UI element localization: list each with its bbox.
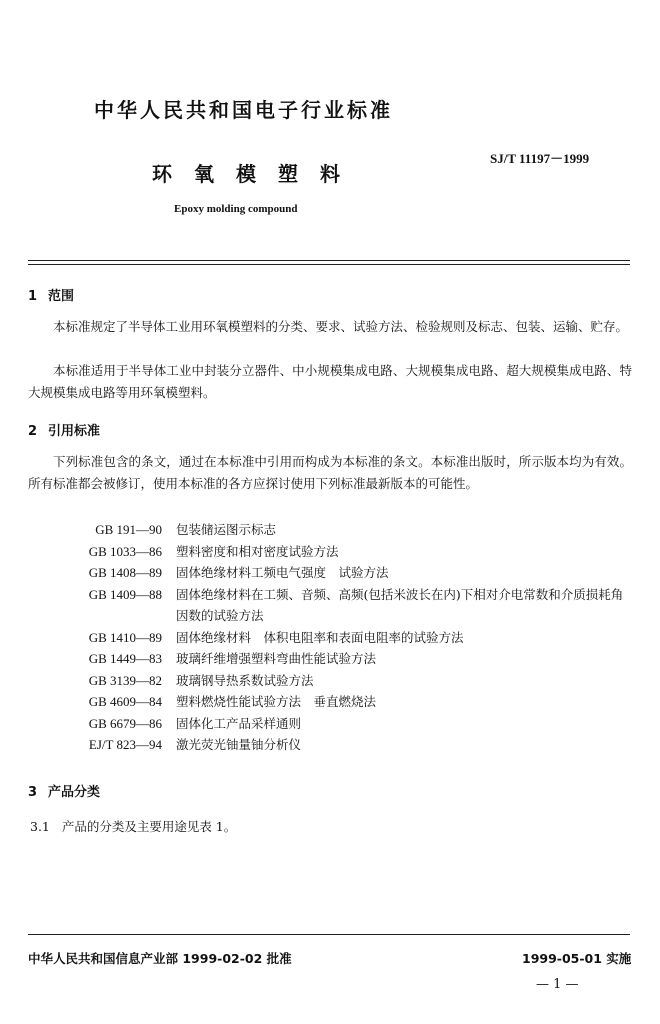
reference-title: 固体绝缘材料在工频、音频、高频(包括米波长在内)下相对介电常数和介质损耗角因数的试验方法 xyxy=(176,586,624,623)
reference-item xyxy=(28,584,632,627)
section-1-heading xyxy=(28,285,74,304)
reference-title: 玻璃钢导热系数试验方法 xyxy=(176,672,314,688)
reference-title: 固体化工产品采样通则 xyxy=(176,715,302,731)
reference-code: GB 1033—86 xyxy=(88,543,162,559)
reference-title: 塑料燃烧性能试验方法 垂直燃烧法 xyxy=(176,694,377,709)
standard-organization: 中华人民共和国电子行业标准 xyxy=(94,98,393,122)
reference-item xyxy=(28,541,632,563)
section-2-heading xyxy=(28,420,100,439)
reference-code: GB 1409—88 xyxy=(88,586,162,602)
reference-item xyxy=(28,519,632,541)
reference-item xyxy=(28,562,632,584)
section-title: 引用标准 xyxy=(48,424,101,439)
header-rule-thin xyxy=(28,264,630,265)
reference-code: GB 3139—82 xyxy=(88,672,162,688)
section-2-intro: 下列标准包含的条文，通过在本标准中引用而构成为本标准的条文。本标准出版时，所示版本均为有效。所有标准都会被修订，使用本标准的各方应探讨使用下列标准最新版本的可能性。 xyxy=(28,454,632,491)
english-title: Epoxy molding compound xyxy=(174,203,298,215)
reference-list xyxy=(28,519,632,756)
standard-code: SJ/T 11197－1999 xyxy=(490,151,590,166)
section-1-paragraph-2: 本标准适用于半导体工业中封装分立器件、中小规模集成电路、大规模集成电路、超大规模集成电路、特大规模集成电路等用环氧模塑料。 xyxy=(28,363,632,400)
reference-title: 包装储运图示标志 xyxy=(176,522,277,537)
clause-text: 产品的分类及主要用途见表 1。 xyxy=(61,819,237,834)
reference-item xyxy=(28,627,632,649)
clause-3-1 xyxy=(30,817,236,835)
section-number: 3 xyxy=(28,785,38,800)
section-3-heading xyxy=(28,781,100,800)
reference-title: 玻璃纤维增强塑料弯曲性能试验方法 xyxy=(176,651,377,666)
header-rule xyxy=(28,260,630,261)
reference-title: 固体绝缘材料工频电气强度 试验方法 xyxy=(176,565,389,580)
reference-code: GB 4609—84 xyxy=(88,694,162,709)
section-1-paragraph-1: 本标准规定了半导体工业用环氧模塑料的分类、要求、试验方法、检验规则及标志、包装、运输、贮存。 xyxy=(53,319,629,334)
section-number: 2 xyxy=(28,424,38,439)
reference-code: GB 6679—86 xyxy=(88,715,162,731)
page-number: — 1 — xyxy=(536,977,579,992)
reference-code: GB 191—90 xyxy=(95,522,162,537)
reference-code: GB 1408—89 xyxy=(88,565,162,580)
reference-item xyxy=(28,670,632,692)
document-title: 环氧模塑料 xyxy=(152,162,362,186)
reference-item xyxy=(28,734,632,756)
clause-number: 3.1 xyxy=(30,819,50,834)
section-title: 产品分类 xyxy=(48,785,101,800)
section-number: 1 xyxy=(28,289,38,304)
implementation-date: 1999-05-01 实施 xyxy=(522,951,632,966)
reference-title: 激光荧光铀量铀分析仪 xyxy=(176,737,302,752)
footer-rule xyxy=(28,934,630,935)
approval-line: 中华人民共和国信息产业部 1999-02-02 批准 xyxy=(28,951,292,966)
reference-title: 固体绝缘材料 体积电阻率和表面电阻率的试验方法 xyxy=(176,629,464,645)
reference-item xyxy=(28,691,632,713)
reference-item xyxy=(28,648,632,670)
reference-title: 塑料密度和相对密度试验方法 xyxy=(176,543,339,559)
reference-code: GB 1410—89 xyxy=(88,629,162,645)
reference-item xyxy=(28,713,632,735)
section-title: 范围 xyxy=(48,289,75,304)
reference-code: GB 1449—83 xyxy=(88,651,162,666)
reference-code: EJ/T 823—94 xyxy=(88,737,162,752)
